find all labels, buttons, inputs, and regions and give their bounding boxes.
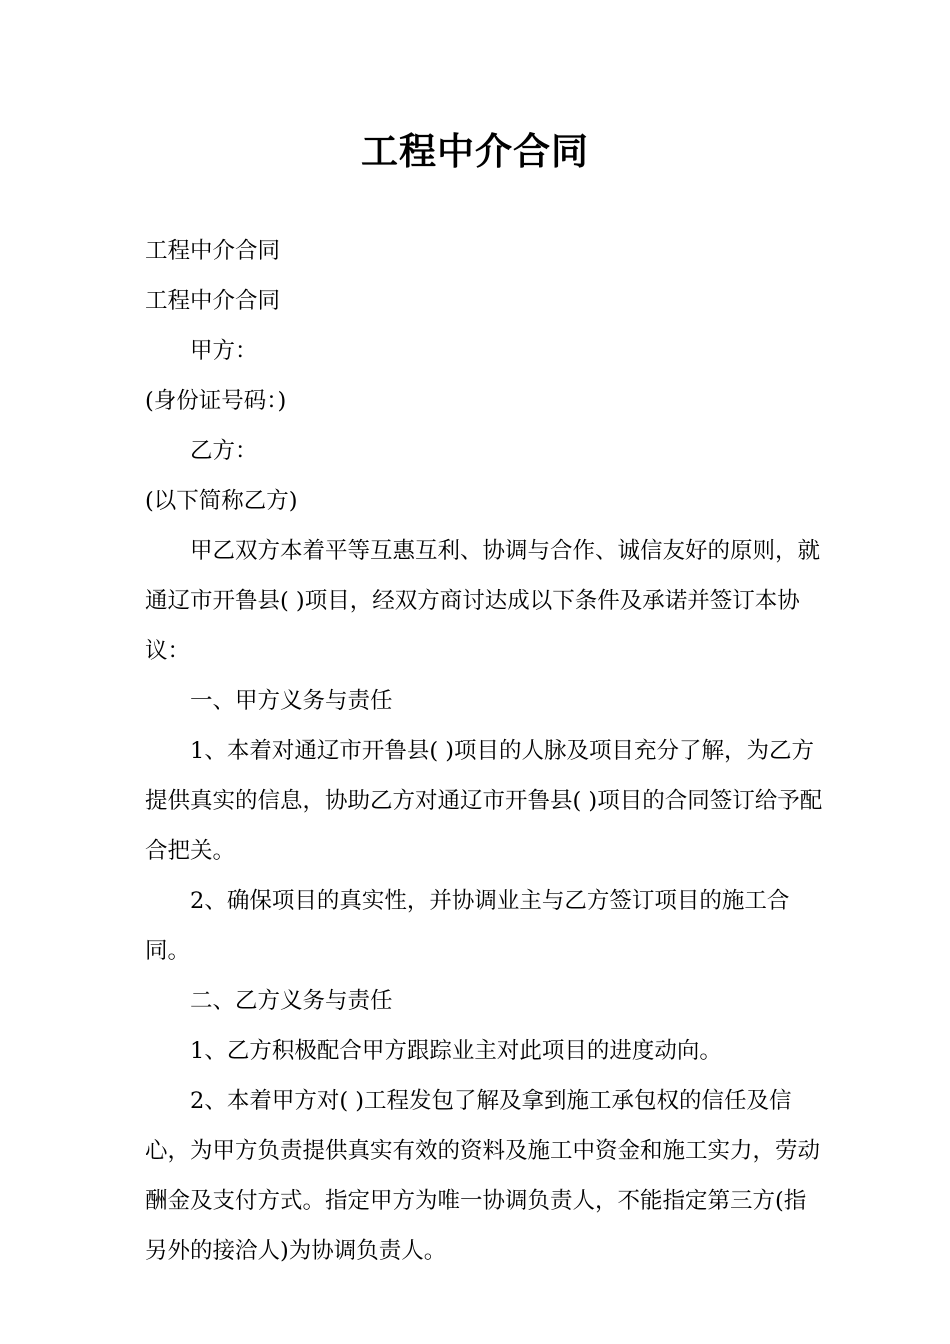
party-b-abbreviation: (以下简称乙方)	[145, 488, 298, 514]
subtitle-line: 工程中介合同	[145, 238, 281, 264]
party-b-label: 乙方：	[190, 438, 258, 464]
party-a-clause-1: 1、本着对通辽市开鲁县( )项目的人脉及项目充分了解，为乙方提供真实的信息，协助乙方对通辽市开鲁县( )项目的合同签订给予配合把关。	[145, 738, 823, 864]
party-a-label: 甲方：	[190, 338, 258, 364]
party-b-clause-1: 1、乙方积极配合甲方跟踪业主对此项目的进度动向。	[190, 1038, 722, 1064]
party-a-clause-2: 2、确保项目的真实性，并协调业主与乙方签订项目的施工合同。	[145, 888, 790, 964]
party-a-id-number: (身份证号码：)	[145, 388, 287, 414]
section-heading-party-b: 二、乙方义务与责任	[190, 988, 393, 1014]
preamble-paragraph: 甲乙双方本着平等互惠互利、协调与合作、诚信友好的原则，就通辽市开鲁县( )项目，经双方商讨达成以下条件及承诺并签订本协议：	[145, 538, 821, 664]
document-body	[145, 226, 825, 1276]
party-b-clause-2: 2、本着甲方对( )工程发包了解及拿到施工承包权的信任及信心，为甲方负责提供真实有效的资料及施工中资金和施工实力，劳动酬金及支付方式。指定甲方为唯一协调负责人，不能指定第三方(指另外的接洽人)为协调负责人。	[145, 1088, 821, 1264]
subtitle-line: 工程中介合同	[145, 288, 281, 314]
section-heading-party-a: 一、甲方义务与责任	[190, 688, 393, 714]
document-title: 工程中介合同	[361, 130, 589, 173]
